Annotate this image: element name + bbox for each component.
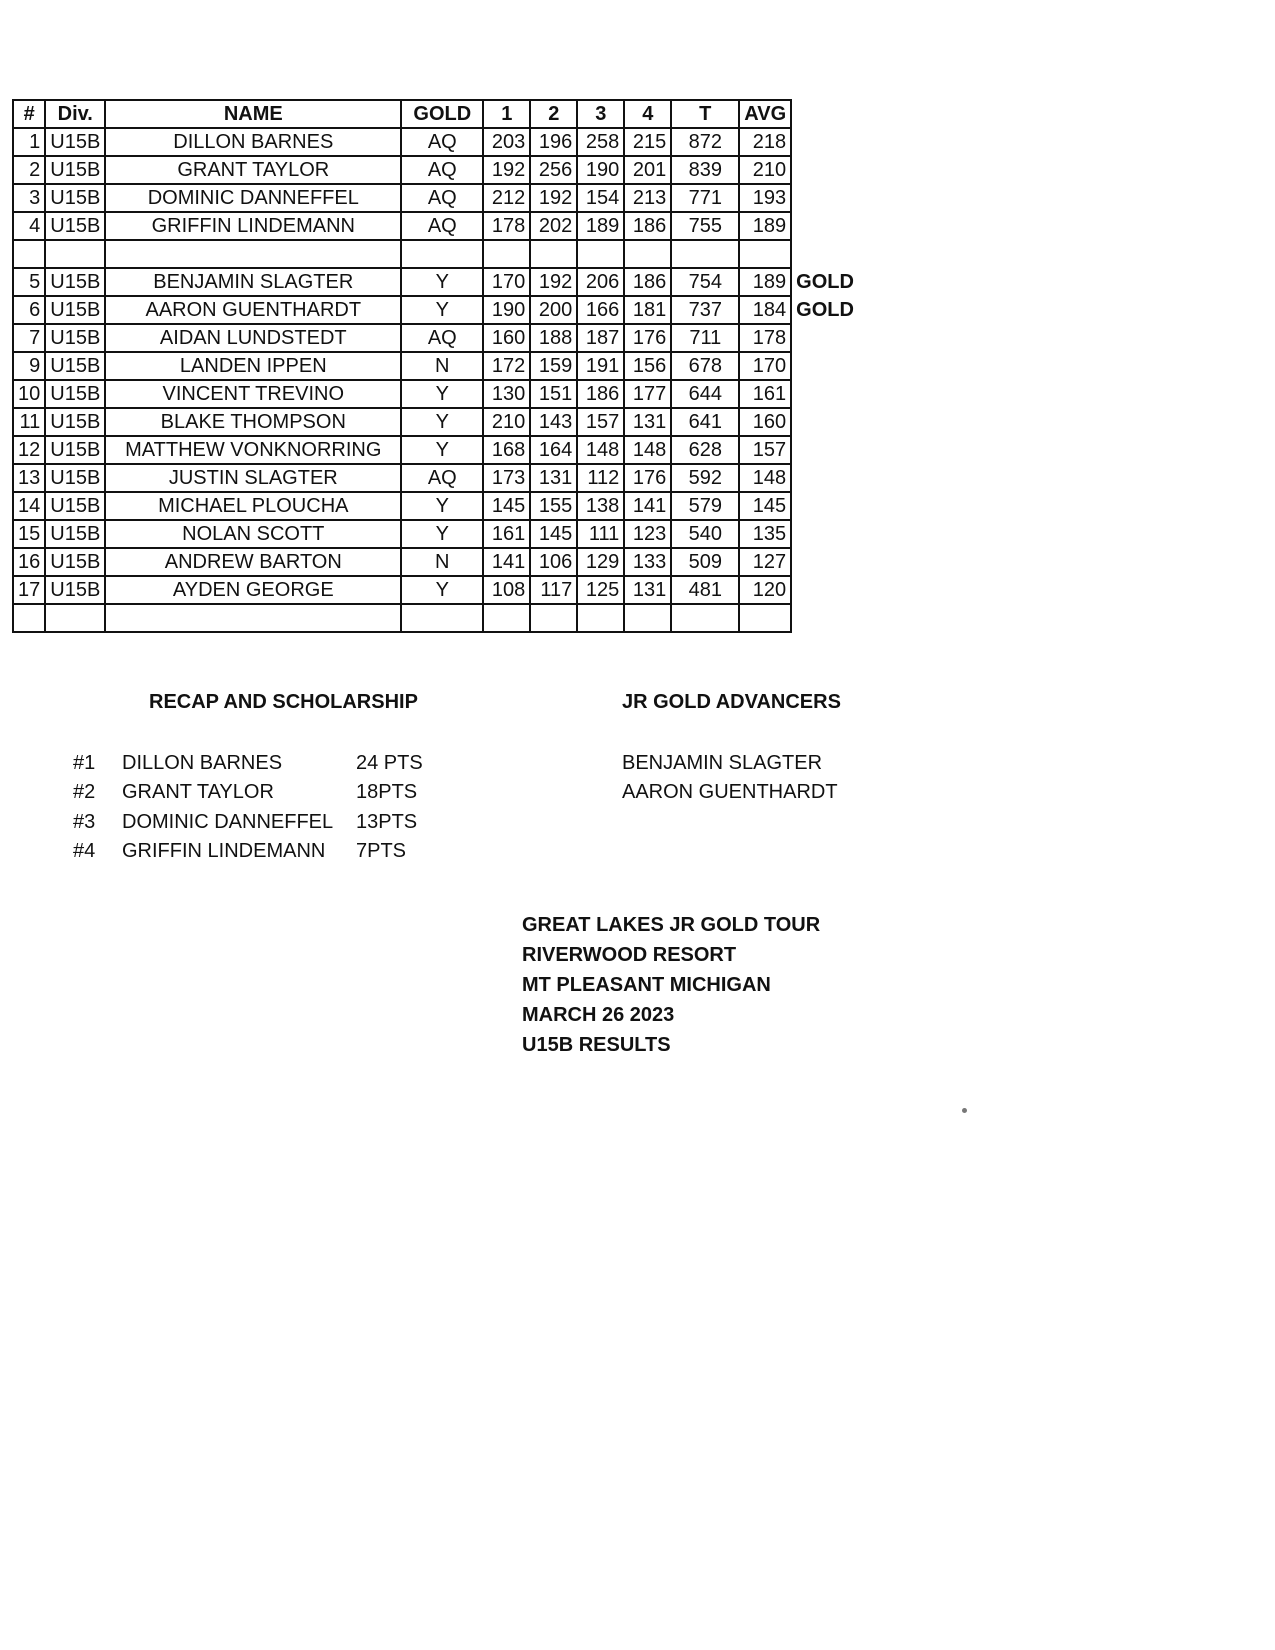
game-1-cell: 141 xyxy=(483,548,530,576)
event-tour: GREAT LAKES JR GOLD TOUR xyxy=(522,914,821,936)
game-4-cell: 177 xyxy=(624,380,671,408)
advance-note xyxy=(791,408,861,436)
table-row xyxy=(13,548,861,576)
header-name: NAME xyxy=(105,100,401,128)
game-3-cell: 258 xyxy=(577,128,624,156)
game-2-cell: 200 xyxy=(530,296,577,324)
gold-status-cell: Y xyxy=(401,492,483,520)
game-3-cell: 186 xyxy=(577,380,624,408)
avg-cell: 120 xyxy=(739,576,791,604)
rank-cell: 3 xyxy=(13,184,45,212)
event-venue: RIVERWOOD RESORT xyxy=(522,944,737,966)
game-4-cell: 123 xyxy=(624,520,671,548)
name-cell: BENJAMIN SLAGTER xyxy=(105,268,401,296)
empty-cell xyxy=(13,604,45,632)
gold-status-cell: AQ xyxy=(401,324,483,352)
game-2-cell: 188 xyxy=(530,324,577,352)
empty-cell xyxy=(577,240,624,268)
game-4-cell: 156 xyxy=(624,352,671,380)
name-cell: MICHAEL PLOUCHA xyxy=(105,492,401,520)
event-info xyxy=(522,910,820,1060)
advance-note xyxy=(791,156,861,184)
gold-status-cell: AQ xyxy=(401,184,483,212)
table-row xyxy=(13,464,861,492)
game-1-cell: 160 xyxy=(483,324,530,352)
name-cell: GRIFFIN LINDEMANN xyxy=(105,212,401,240)
advancer-name: BENJAMIN SLAGTER xyxy=(622,752,823,774)
total-cell: 678 xyxy=(671,352,739,380)
table-row xyxy=(13,296,861,324)
recap-name: GRANT TAYLOR xyxy=(122,781,274,804)
empty-cell xyxy=(671,604,739,632)
name-cell: DOMINIC DANNEFFEL xyxy=(105,184,401,212)
game-2-cell: 196 xyxy=(530,128,577,156)
game-3-cell: 112 xyxy=(577,464,624,492)
advance-note xyxy=(791,184,861,212)
event-date: MARCH 26 2023 xyxy=(522,1004,675,1026)
total-cell: 737 xyxy=(671,296,739,324)
name-cell: JUSTIN SLAGTER xyxy=(105,464,401,492)
gold-status-cell: Y xyxy=(401,408,483,436)
table-row xyxy=(13,408,861,436)
empty-cell xyxy=(45,240,105,268)
div-cell: U15B xyxy=(45,296,105,324)
game-2-cell: 164 xyxy=(530,436,577,464)
div-cell: U15B xyxy=(45,268,105,296)
game-4-cell: 186 xyxy=(624,268,671,296)
game-1-cell: 178 xyxy=(483,212,530,240)
avg-cell: 157 xyxy=(739,436,791,464)
avg-cell: 218 xyxy=(739,128,791,156)
div-cell: U15B xyxy=(45,324,105,352)
game-2-cell: 256 xyxy=(530,156,577,184)
header-game-4: 4 xyxy=(624,100,671,128)
game-2-cell: 192 xyxy=(530,184,577,212)
rank-cell: 13 xyxy=(13,464,45,492)
game-2-cell: 151 xyxy=(530,380,577,408)
rank-cell: 4 xyxy=(13,212,45,240)
name-cell: ANDREW BARTON xyxy=(105,548,401,576)
game-3-cell: 154 xyxy=(577,184,624,212)
rank-cell: 10 xyxy=(13,380,45,408)
game-1-cell: 145 xyxy=(483,492,530,520)
header-gold: GOLD xyxy=(401,100,483,128)
header-rank: # xyxy=(13,100,45,128)
div-cell: U15B xyxy=(45,380,105,408)
advance-note: GOLD xyxy=(796,271,854,293)
avg-cell: 210 xyxy=(739,156,791,184)
game-4-cell: 213 xyxy=(624,184,671,212)
game-1-cell: 190 xyxy=(483,296,530,324)
rank-cell: 9 xyxy=(13,352,45,380)
separator-row xyxy=(13,240,861,268)
advance-note xyxy=(791,492,861,520)
header-game-3: 3 xyxy=(577,100,624,128)
advancers-title: JR GOLD ADVANCERS xyxy=(622,691,841,713)
avg-cell: 161 xyxy=(739,380,791,408)
empty-cell xyxy=(401,604,483,632)
gold-status-cell: Y xyxy=(401,576,483,604)
game-3-cell: 111 xyxy=(577,520,624,548)
table-row xyxy=(13,576,861,604)
game-2-cell: 202 xyxy=(530,212,577,240)
rank-cell: 6 xyxy=(13,296,45,324)
game-3-cell: 187 xyxy=(577,324,624,352)
total-cell: 755 xyxy=(671,212,739,240)
name-cell: BLAKE THOMPSON xyxy=(105,408,401,436)
game-3-cell: 138 xyxy=(577,492,624,520)
empty-cell xyxy=(105,604,401,632)
header-game-1: 1 xyxy=(483,100,530,128)
table-header-row xyxy=(13,100,861,128)
div-cell: U15B xyxy=(45,464,105,492)
avg-cell: 160 xyxy=(739,408,791,436)
name-cell: AIDAN LUNDSTEDT xyxy=(105,324,401,352)
total-cell: 481 xyxy=(671,576,739,604)
game-4-cell: 131 xyxy=(624,408,671,436)
table-row xyxy=(13,436,861,464)
table-row xyxy=(13,184,861,212)
name-cell: NOLAN SCOTT xyxy=(105,520,401,548)
gold-status-cell: Y xyxy=(401,436,483,464)
table-row xyxy=(13,324,861,352)
div-cell: U15B xyxy=(45,212,105,240)
trailing-empty-row xyxy=(13,604,861,632)
name-cell: GRANT TAYLOR xyxy=(105,156,401,184)
empty-cell xyxy=(624,240,671,268)
recap-points: 18PTS xyxy=(356,781,418,804)
gold-status-cell: AQ xyxy=(401,464,483,492)
gold-status-cell: N xyxy=(401,548,483,576)
header-total: T xyxy=(671,100,739,128)
game-2-cell: 143 xyxy=(530,408,577,436)
gold-status-cell: Y xyxy=(401,380,483,408)
event-division: U15B RESULTS xyxy=(522,1034,671,1056)
advance-note xyxy=(791,380,861,408)
empty-cell xyxy=(483,240,530,268)
table-row xyxy=(13,212,861,240)
game-3-cell: 189 xyxy=(577,212,624,240)
avg-cell: 145 xyxy=(739,492,791,520)
avg-cell: 127 xyxy=(739,548,791,576)
empty-cell xyxy=(401,240,483,268)
header-note-spacer xyxy=(791,100,861,128)
game-2-cell: 155 xyxy=(530,492,577,520)
div-cell: U15B xyxy=(45,548,105,576)
game-4-cell: 176 xyxy=(624,464,671,492)
game-2-cell: 192 xyxy=(530,268,577,296)
gold-status-cell: Y xyxy=(401,520,483,548)
rank-cell: 2 xyxy=(13,156,45,184)
total-cell: 754 xyxy=(671,268,739,296)
div-cell: U15B xyxy=(45,408,105,436)
table-row xyxy=(13,492,861,520)
game-3-cell: 129 xyxy=(577,548,624,576)
rank-cell: 16 xyxy=(13,548,45,576)
gold-status-cell: AQ xyxy=(401,212,483,240)
name-cell: MATTHEW VONKNORRING xyxy=(105,436,401,464)
avg-cell: 189 xyxy=(739,268,791,296)
event-location: MT PLEASANT MICHIGAN xyxy=(522,974,771,996)
game-3-cell: 148 xyxy=(577,436,624,464)
recap-name: GRIFFIN LINDEMANN xyxy=(122,839,326,862)
game-1-cell: 130 xyxy=(483,380,530,408)
div-cell: U15B xyxy=(45,576,105,604)
game-4-cell: 148 xyxy=(624,436,671,464)
advance-note xyxy=(791,128,861,156)
game-3-cell: 191 xyxy=(577,352,624,380)
total-cell: 641 xyxy=(671,408,739,436)
table-row xyxy=(13,520,861,548)
empty-cell xyxy=(577,604,624,632)
gold-status-cell: AQ xyxy=(401,156,483,184)
recap-points: 24 PTS xyxy=(356,752,423,774)
total-cell: 771 xyxy=(671,184,739,212)
recap-place: #2 xyxy=(73,781,96,804)
div-cell: U15B xyxy=(45,520,105,548)
recap-name: DOMINIC DANNEFFEL xyxy=(122,810,334,833)
game-1-cell: 108 xyxy=(483,576,530,604)
game-2-cell: 117 xyxy=(530,576,577,604)
empty-note xyxy=(791,604,861,632)
table-row xyxy=(13,380,861,408)
total-cell: 592 xyxy=(671,464,739,492)
total-cell: 644 xyxy=(671,380,739,408)
gold-status-cell: AQ xyxy=(401,128,483,156)
game-4-cell: 133 xyxy=(624,548,671,576)
div-cell: U15B xyxy=(45,184,105,212)
recap-name: DILLON BARNES xyxy=(122,752,283,774)
game-1-cell: 212 xyxy=(483,184,530,212)
empty-cell xyxy=(13,240,45,268)
gold-status-cell: N xyxy=(401,352,483,380)
avg-cell: 178 xyxy=(739,324,791,352)
game-3-cell: 190 xyxy=(577,156,624,184)
game-4-cell: 215 xyxy=(624,128,671,156)
empty-cell xyxy=(739,240,791,268)
name-cell: AARON GUENTHARDT xyxy=(105,296,401,324)
empty-cell xyxy=(45,604,105,632)
game-2-cell: 159 xyxy=(530,352,577,380)
game-1-cell: 210 xyxy=(483,408,530,436)
avg-cell: 193 xyxy=(739,184,791,212)
empty-cell xyxy=(671,240,739,268)
advance-note xyxy=(791,352,861,380)
gold-status-cell: Y xyxy=(401,296,483,324)
rank-cell: 1 xyxy=(13,128,45,156)
avg-cell: 170 xyxy=(739,352,791,380)
rank-cell: 7 xyxy=(13,324,45,352)
empty-cell xyxy=(739,604,791,632)
header-div: Div. xyxy=(45,100,105,128)
results-table xyxy=(12,99,862,633)
rank-cell: 5 xyxy=(13,268,45,296)
header-avg: AVG xyxy=(739,100,791,128)
game-3-cell: 166 xyxy=(577,296,624,324)
advance-note: GOLD xyxy=(796,299,854,321)
rank-cell: 17 xyxy=(13,576,45,604)
empty-cell xyxy=(530,240,577,268)
total-cell: 839 xyxy=(671,156,739,184)
game-1-cell: 161 xyxy=(483,520,530,548)
advance-note xyxy=(791,520,861,548)
div-cell: U15B xyxy=(45,352,105,380)
advance-note xyxy=(791,436,861,464)
rank-cell: 12 xyxy=(13,436,45,464)
gold-status-cell: Y xyxy=(401,268,483,296)
game-1-cell: 192 xyxy=(483,156,530,184)
total-cell: 872 xyxy=(671,128,739,156)
div-cell: U15B xyxy=(45,492,105,520)
rank-cell: 14 xyxy=(13,492,45,520)
rank-cell: 15 xyxy=(13,520,45,548)
advance-note xyxy=(791,324,861,352)
avg-cell: 184 xyxy=(739,296,791,324)
advance-note xyxy=(791,212,861,240)
game-1-cell: 168 xyxy=(483,436,530,464)
total-cell: 628 xyxy=(671,436,739,464)
game-2-cell: 131 xyxy=(530,464,577,492)
table-row xyxy=(13,352,861,380)
advance-note xyxy=(791,464,861,492)
total-cell: 711 xyxy=(671,324,739,352)
div-cell: U15B xyxy=(45,128,105,156)
scan-speck xyxy=(962,1108,967,1113)
table-row xyxy=(13,156,861,184)
name-cell: DILLON BARNES xyxy=(105,128,401,156)
game-3-cell: 125 xyxy=(577,576,624,604)
game-4-cell: 131 xyxy=(624,576,671,604)
game-4-cell: 176 xyxy=(624,324,671,352)
recap-place: #1 xyxy=(73,752,96,774)
advancer-name: AARON GUENTHARDT xyxy=(622,781,838,804)
table-row xyxy=(13,268,861,296)
empty-cell xyxy=(530,604,577,632)
game-4-cell: 141 xyxy=(624,492,671,520)
game-3-cell: 206 xyxy=(577,268,624,296)
recap-place: #4 xyxy=(73,839,96,862)
name-cell: AYDEN GEORGE xyxy=(105,576,401,604)
table-row xyxy=(13,128,861,156)
total-cell: 540 xyxy=(671,520,739,548)
div-cell: U15B xyxy=(45,156,105,184)
game-1-cell: 173 xyxy=(483,464,530,492)
game-2-cell: 145 xyxy=(530,520,577,548)
game-4-cell: 201 xyxy=(624,156,671,184)
avg-cell: 189 xyxy=(739,212,791,240)
game-1-cell: 172 xyxy=(483,352,530,380)
name-cell: VINCENT TREVINO xyxy=(105,380,401,408)
game-4-cell: 186 xyxy=(624,212,671,240)
div-cell: U15B xyxy=(45,436,105,464)
game-2-cell: 106 xyxy=(530,548,577,576)
empty-cell xyxy=(624,604,671,632)
avg-cell: 135 xyxy=(739,520,791,548)
total-cell: 579 xyxy=(671,492,739,520)
recap-place: #3 xyxy=(73,810,96,833)
recap-points: 7PTS xyxy=(356,839,407,862)
rank-cell: 11 xyxy=(13,408,45,436)
empty-cell xyxy=(483,604,530,632)
name-cell: LANDEN IPPEN xyxy=(105,352,401,380)
total-cell: 509 xyxy=(671,548,739,576)
avg-cell: 148 xyxy=(739,464,791,492)
advance-note xyxy=(791,576,861,604)
game-3-cell: 157 xyxy=(577,408,624,436)
recap-points: 13PTS xyxy=(356,810,418,833)
game-1-cell: 170 xyxy=(483,268,530,296)
game-1-cell: 203 xyxy=(483,128,530,156)
empty-note xyxy=(791,240,861,268)
header-game-2: 2 xyxy=(530,100,577,128)
recap-title: RECAP AND SCHOLARSHIP xyxy=(149,691,418,713)
advance-note xyxy=(791,548,861,576)
game-4-cell: 181 xyxy=(624,296,671,324)
empty-cell xyxy=(105,240,401,268)
